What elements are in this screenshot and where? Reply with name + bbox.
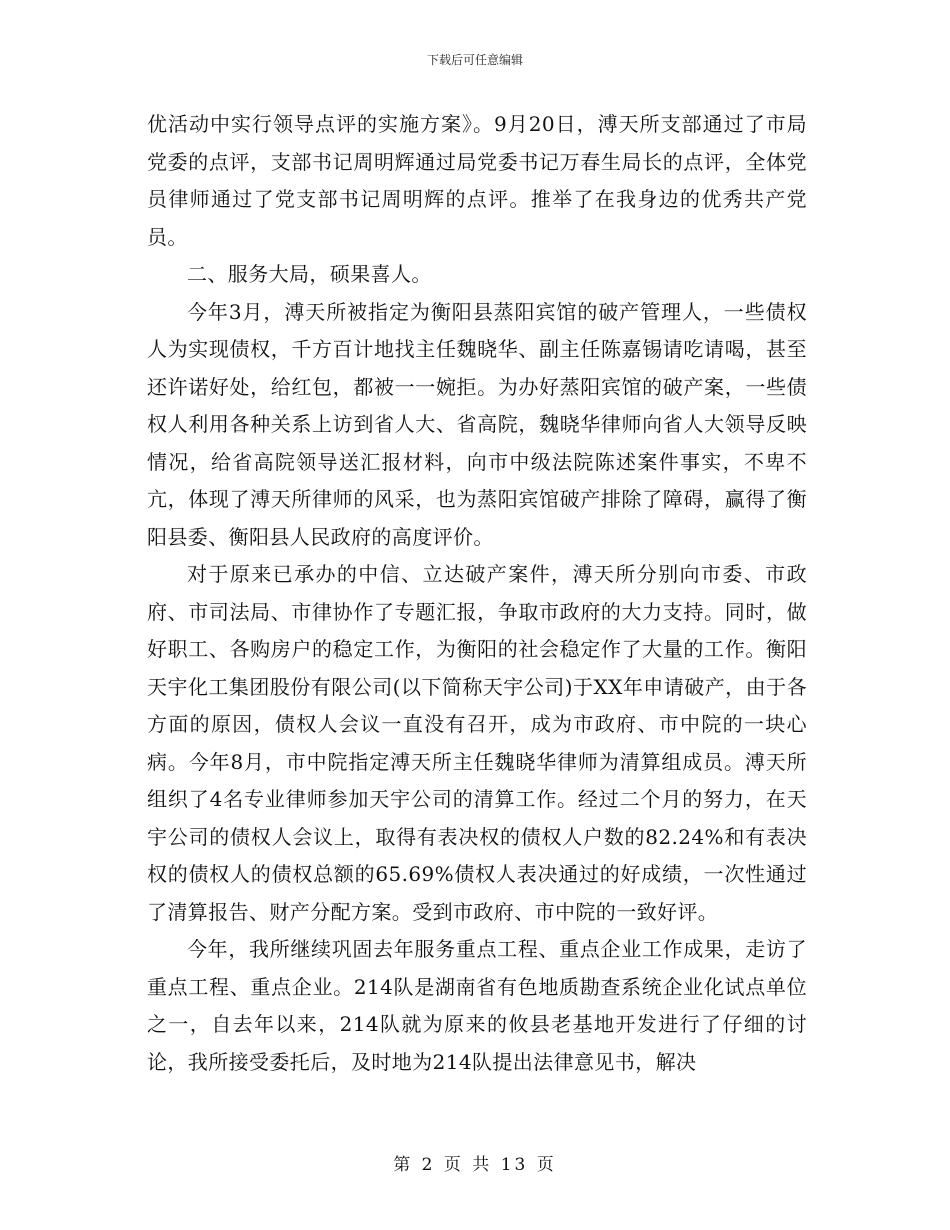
paragraph-3: 今年3月，溥天所被指定为衡阳县蒸阳宾馆的破产管理人，一些债权人为实现债权，千方百计地找主任魏晓华、副主任陈嘉锡请吃请喝，甚至还许诺好处，给红包，都被一一婉拒。为办好蒸阳宾馆的破产案，一些债权人利用各种关系上访到省人大、省高院，魏晓华律师向省人大领导反映情况，给省高院领导送汇报材料，向市中级法院陈述案件事实，不卑不亢，体现了溥天所律师的风采，也为蒸阳宾馆破产排除了障碍，赢得了衡阳县委、衡阳县人民政府的高度评价。 xyxy=(147,299,807,549)
page-header: 下载后可任意编辑 xyxy=(426,53,523,67)
page-number-footer: 第 2 页 共 13 页 xyxy=(393,1155,557,1175)
paragraph-4: 对于原来已承办的中信、立达破产案件，溥天所分别向市委、市政府、市司法局、市律协作了专题汇报，争取市政府的大力支持。同时，做好职工、各购房户的稳定工作，为衡阳的社会稳定作了大量的工作。衡阳天宇化工集团股份有限公司(以下简称天宇公司)于XX年申请破产，由于各方面的原因，债权人会议一直没有召开，成为市政府、市中院的一块心病。今年8月，市中院指定溥天所主任魏晓华律师为清算组成员。溥天所组织了4名专业律师参加天宇公司的清算工作。经过二个月的努力，在天宇公司的债权人会议上，取得有表决权的债权人户数的82.24%和有表决权的债权人的债权总额的65.69%债权人表决通过的好成绩，一次性通过了清算报告、财产分配方案。受到市政府、市中院的一致好评。 xyxy=(147,562,807,924)
paragraph-5: 今年，我所继续巩固去年服务重点工程、重点企业工作成果，走访了重点工程、重点企业。214队是湖南省有色地质勘查系统企业化试点单位之一，自去年以来，214队就为原来的攸县老基地开发进行了仔细的讨论，我所接受委托后，及时地为214队提出法律意见书，解决 xyxy=(147,937,807,1074)
document-body xyxy=(147,106,807,1081)
section-heading: 二、服务大局，硕果喜人。 xyxy=(187,262,432,286)
paragraph-1: 优活动中实行领导点评的实施方案》。9月20日，溥天所支部通过了市局党委的点评，支部书记周明辉通过局党委书记万春生局长的点评，全体党员律师通过了党支部书记周明辉的点评。推举了在我身边的优秀共产党员。 xyxy=(147,112,807,249)
